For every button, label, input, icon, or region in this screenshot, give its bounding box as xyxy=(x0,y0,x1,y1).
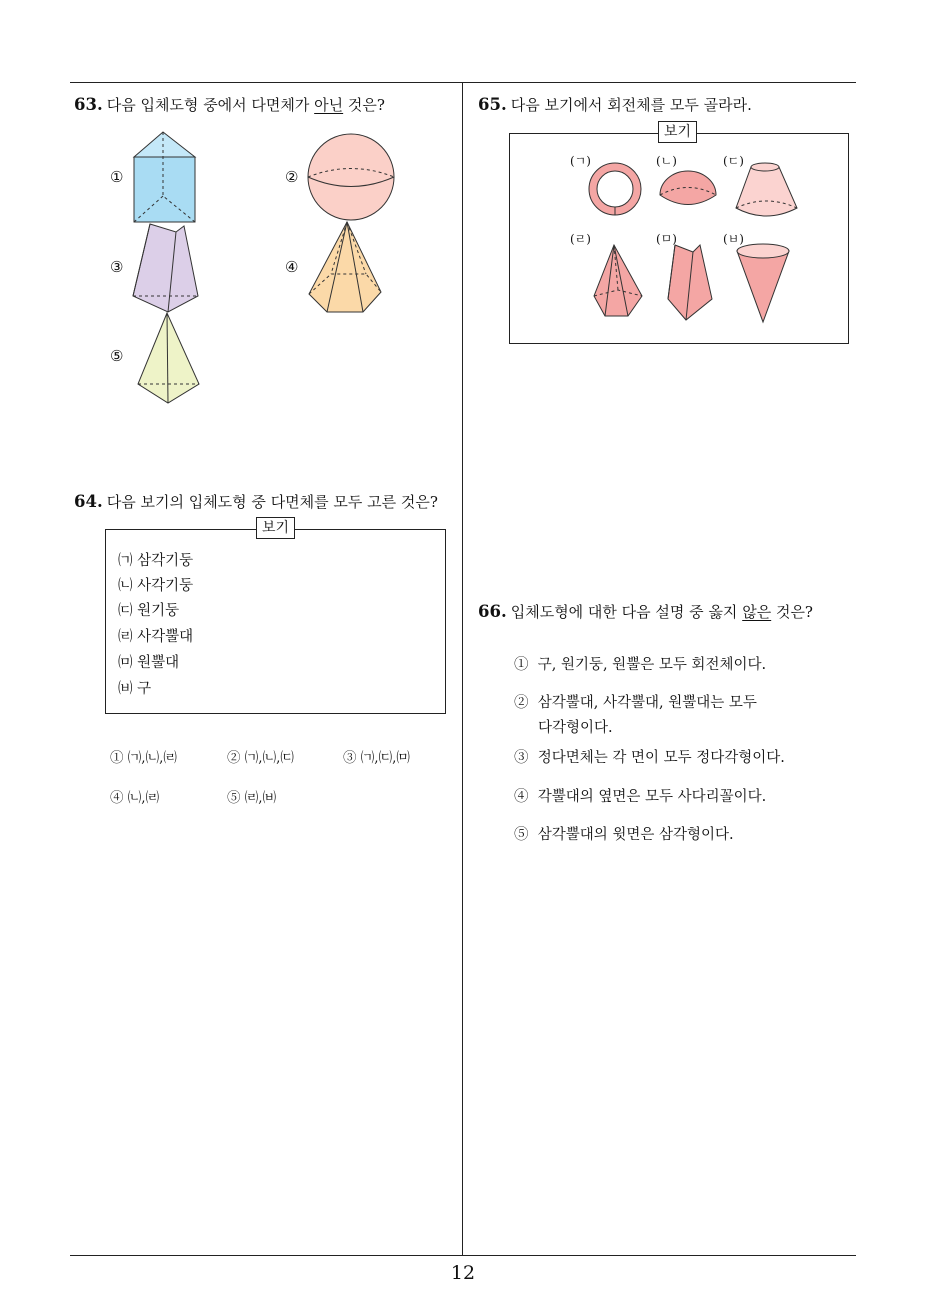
q66-choice-2-cont: 다각형이다. xyxy=(538,720,613,736)
q64-bogi-item-1: ㈀ 삼각기둥 xyxy=(118,553,194,569)
q65-label-1: (ㄱ) xyxy=(570,154,591,168)
q66-choice-1-text: 구, 원기둥, 원뿔은 모두 회전체이다. xyxy=(537,657,767,673)
q64-choice-5[interactable]: ⑤ ㈃,㈅ xyxy=(227,790,277,806)
cone-figure xyxy=(737,244,789,322)
q66-choice-2-num: ② xyxy=(514,695,529,711)
q64-title xyxy=(74,491,438,512)
q64-bogi-item-3: ㈂ 원기둥 xyxy=(118,603,180,619)
q65-number: 65. xyxy=(478,95,507,114)
q64-bogi-item-6: ㈅ 구 xyxy=(118,681,152,697)
q63-option-3[interactable]: ③ xyxy=(110,258,124,276)
pentagonal-pyramid-figure xyxy=(594,245,642,316)
q66-choice-3[interactable] xyxy=(514,746,785,767)
q63-option-1[interactable]: ① xyxy=(110,168,124,186)
q65-label-4: (ㄹ) xyxy=(570,232,591,246)
q66-choice-5-text: 삼각뿔대의 윗면은 삼각형이다. xyxy=(537,827,734,843)
cone-frustum-figure xyxy=(736,163,797,216)
q66-choice-3-num: ③ xyxy=(514,750,529,766)
q64-text: 다음 보기의 입체도형 중 다면체를 모두 고른 것은? xyxy=(106,493,438,511)
q66-emphasis: 않은 xyxy=(742,603,772,621)
q66-choice-1-num: ① xyxy=(514,657,529,673)
q64-bogi-item-2: ㈁ 사각기둥 xyxy=(118,578,194,594)
q65-label-3: (ㄷ) xyxy=(723,154,744,168)
q66-choice-4-num: ④ xyxy=(514,789,529,805)
q66-title xyxy=(478,601,813,622)
triangular-frustum-figure-2 xyxy=(668,245,712,320)
q63-emphasis: 아닌 xyxy=(314,96,344,114)
q65-label-5: (ㅁ) xyxy=(656,232,677,246)
hemisphere-figure xyxy=(660,171,716,205)
q66-choice-4-text: 각뿔대의 옆면은 모두 사다리꼴이다. xyxy=(537,789,767,805)
q63-text-pre: 다음 입체도형 중에서 다면체가 xyxy=(106,96,315,114)
torus-figure xyxy=(589,163,641,215)
q64-bogi-item-5: ㈄ 원뿔대 xyxy=(118,655,180,671)
q66-text-post: 것은? xyxy=(771,603,813,621)
q64-bogi-item-4: ㈃ 사각뿔대 xyxy=(118,629,194,645)
page-number: 12 xyxy=(450,1262,476,1284)
q63-text-post: 것은? xyxy=(343,96,385,114)
q64-choice-3[interactable]: ③ ㈀,㈂,㈄ xyxy=(343,750,410,766)
q65-label-2: (ㄴ) xyxy=(656,154,677,168)
q64-bogi-label: 보기 xyxy=(256,517,295,539)
q66-choice-5[interactable] xyxy=(514,823,734,844)
q66-choice-1[interactable] xyxy=(514,653,766,674)
q64-number: 64. xyxy=(74,492,103,511)
q65-text: 다음 보기에서 회전체를 모두 골라라. xyxy=(510,96,752,114)
q66-choice-3-text: 정다면체는 각 면이 모두 정다각형이다. xyxy=(537,750,785,766)
q64-choice-2[interactable]: ② ㈀,㈁,㈂ xyxy=(227,750,294,766)
q66-number: 66. xyxy=(478,602,507,621)
q63-option-2[interactable]: ② xyxy=(285,168,299,186)
q66-choice-2-text: 삼각뿔대, 사각뿔대, 원뿔대는 모두 xyxy=(537,695,757,711)
q63-number: 63. xyxy=(74,95,103,114)
bottom-rule xyxy=(70,1255,856,1256)
q66-choice-2[interactable] xyxy=(514,691,757,712)
q65-label-6: (ㅂ) xyxy=(723,232,744,246)
q66-text-pre: 입체도형에 대한 다음 설명 중 옳지 xyxy=(510,603,743,621)
q66-choice-4[interactable] xyxy=(514,785,766,806)
q65-bogi-label: 보기 xyxy=(658,121,697,143)
q65-figures xyxy=(0,0,926,400)
q64-choice-4[interactable]: ④ ㈁,㈃ xyxy=(110,790,160,806)
q63-option-4[interactable]: ④ xyxy=(285,258,299,276)
q63-option-5[interactable]: ⑤ xyxy=(110,347,124,365)
q66-choice-5-num: ⑤ xyxy=(514,827,529,843)
q64-choice-1[interactable]: ① ㈀,㈁,㈃ xyxy=(110,750,177,766)
